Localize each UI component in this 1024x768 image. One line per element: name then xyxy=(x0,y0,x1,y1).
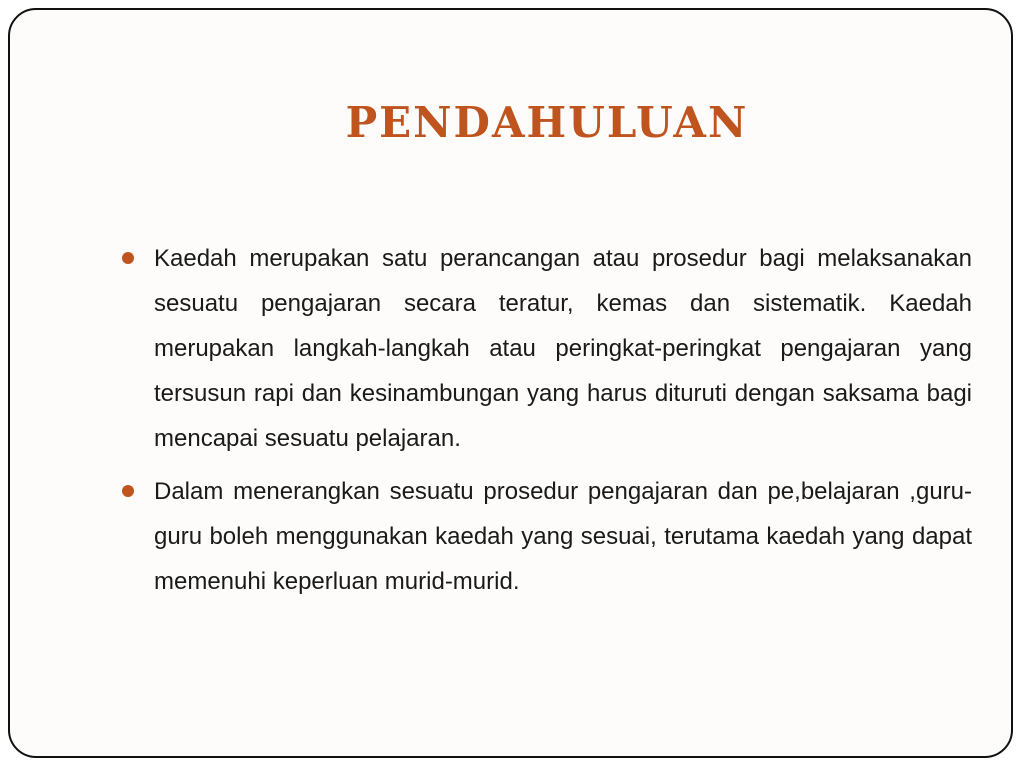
bullet-item xyxy=(122,236,972,461)
bullet-list xyxy=(122,236,972,612)
bullet-dot-icon xyxy=(122,485,134,497)
bullet-dot-icon xyxy=(122,252,134,264)
slide-title: PENDAHULUAN xyxy=(345,98,749,147)
bullet-text: Dalam menerangkan sesuatu prosedur pengajaran dan pe,belajaran ,guru-guru boleh menggunakan kaedah yang sesuai, terutama kaedah yang dapat memenuhi keperluan murid-murid. xyxy=(154,478,972,595)
bullet-item xyxy=(122,469,972,604)
slide-frame xyxy=(8,8,1013,758)
bullet-text: Kaedah merupakan satu perancangan atau prosedur bagi melaksanakan sesuatu pengajaran secara teratur, kemas dan sistematik. Kaedah merupakan langkah-langkah atau peringkat-peringkat pengajaran yang tersusun rapi dan kesinambungan yang harus dituruti dengan saksama bagi mencapai sesuatu pelajaran. xyxy=(154,245,972,452)
